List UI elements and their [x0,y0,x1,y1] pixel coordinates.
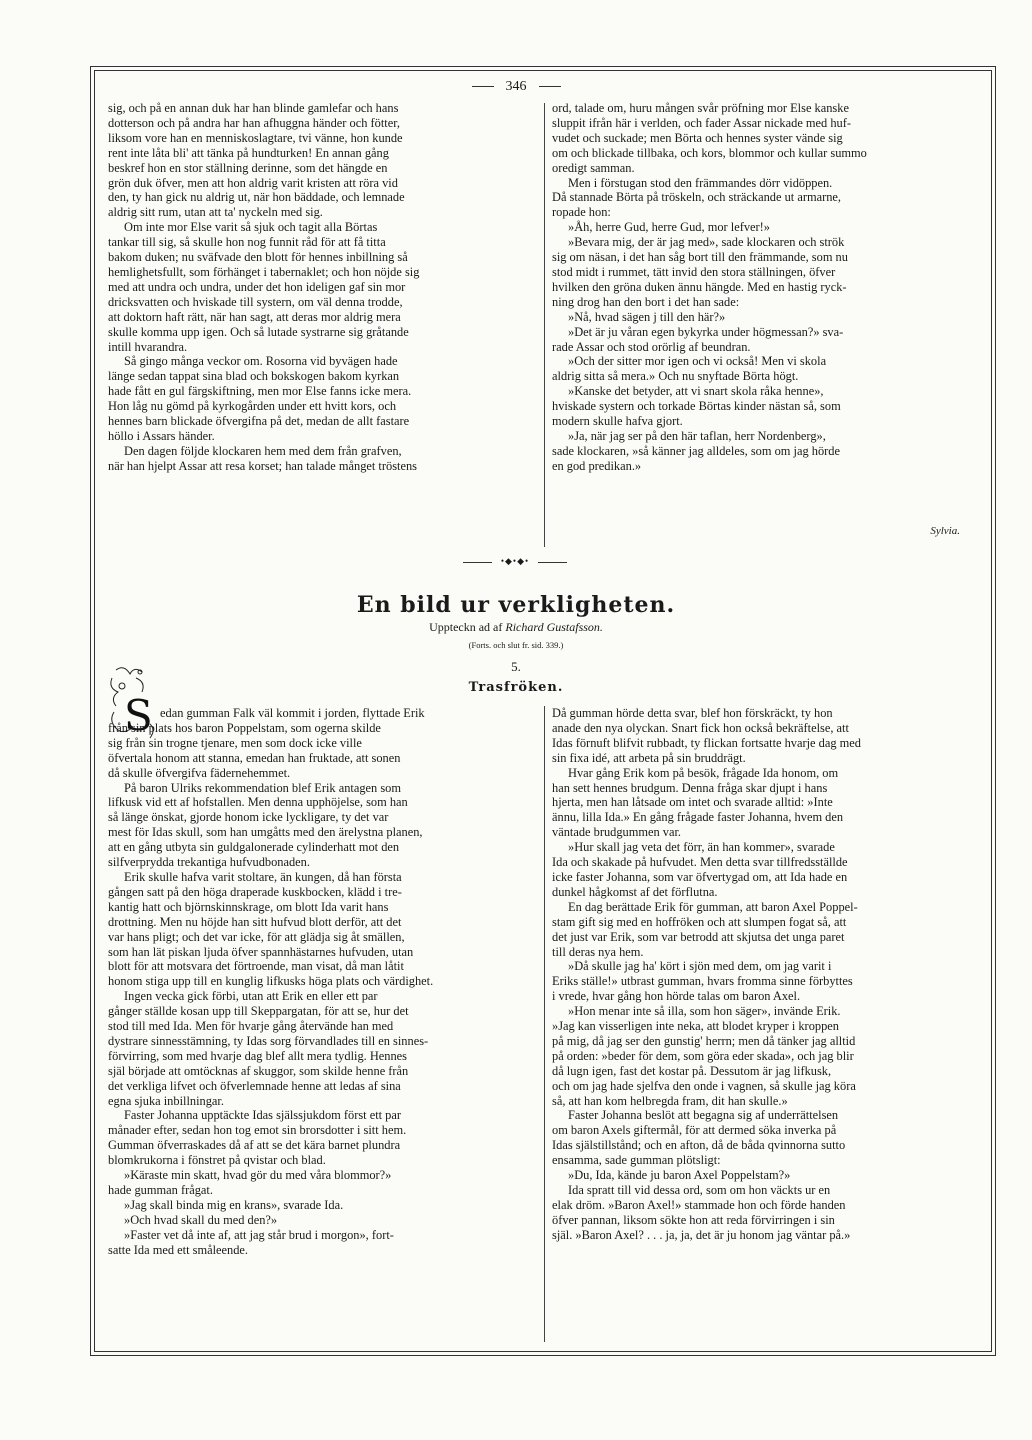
paragraph: »Och hvad skall du med den?» [124,1212,278,1227]
page-number [0,79,1032,95]
top-right-column [552,101,980,474]
paragraph: Den dagen följde klockaren hem med dem från grafven, när han hjelpt Assar att resa korset; han talade månget tröstens [108,443,417,473]
byline-prefix: Uppteckn ad af [429,620,503,634]
paragraph: »Och der sitter mor igen och vi också! Men vi skola aldrig sitta så mera.» Och nu snyftade Börta högt. [552,354,827,384]
continuation-note: (Forts. och slut fr. sid. 339.) [468,640,564,650]
paragraph: Faster Johanna upptäckte Idas själssjukdom först ett par månader efter, sedan hon tog emot sin brorsdotter i sitt hem. Gumman öfverraskades då af att se det kära barnet plundra blomkrukorna i fönstret på qvistar och blad. [108,1108,407,1168]
paragraph: »Ja, när jag ser på den här taflan, herr Nordenberg», sade klockaren, »så känner jag alldeles, som om jag hörde en god predikan.» [552,428,840,473]
paragraph: »Faster vet då inte af, att jag står brud i morgon», fort- satte Ida med ett småleende. [108,1227,394,1257]
paragraph: »Käraste min skatt, hvad gör du med våra blommor?» hade gumman frågat. [108,1168,392,1197]
paragraph: »Det är ju våran egen bykyrka under högmessan?» sva- rade Assar och stod orörlig af beundran. [552,324,844,354]
bottom-column-divider [544,706,545,1342]
bottom-right-column [552,706,980,1243]
paragraph: Erik skulle hafva varit stoltare, än kungen, då han första gången satt på den höga draperade kuskbocken, klädd i tre- kantig hatt och björnskinnskrage, om blott Ida varit hans drottning. Men nu höjde han sitt hufvud blott derför, att det var hans pligt; och det var icke, för att glädja sig åt smällen, som han lät piskan ljuda öfver spannhästarnes hufvuden, utan blott för att motsvara det förtroende, man visat, då man låtit honom stiga upp till en kunglig lifkusks höga plats och värdighet. [108,869,434,989]
paragraph: »Hur skall jag veta det förr, än han kommer», svarade Ida och skakade på hufvudet. Men detta svar tillfredsställde icke faster Johanna, som var öfvertygad om, att Ida hade en dunkel hågkomst af det förflutna. [552,840,848,899]
paragraph: Ingen vecka gick förbi, utan att Erik en eller ett par gånger ställde kosan upp till Skeppargatan, för att se, hur det stod till med Ida. Men för hvarje gång återvände han med dystrare sinnesstämning, ty Idas sorg förvandlades till en sinnes- förvirring, som med hvarje dag blef allt mera tydlig. Hennes själ började att omtöcknas af skuggor, som skilde henne från det verkliga lifvet och öfverlemnade henne att ledas af sina egna sjuka inbillningar. [108,989,429,1108]
paragraph: »Hon menar inte så illa, som hon säger», invände Erik. »Jag kan visserligen inte neka, att blodet kryper i kroppen på mig, då jag ser den gunstig' herrn; men då tänker jag alltid på orden: »beder för dem, som göra eder skada», och jag blir då lugn igen, fast det kostar på. Dessutom är jag lifkusk, och om jag hade sjelfva den onde i vagnen, så skulle jag köra så, att han kom helbregda fram, dit han skulle.» [552,1004,856,1108]
chapter-title: Trasfröken. [468,680,564,695]
paragraph: »Du, Ida, kände ju baron Axel Poppelstam?» [568,1168,791,1183]
paragraph: Hvar gång Erik kom på besök, frågade Ida honom, om han sett hennes brudgum. Denna fråga skar djupt i hans hjerta, men han låtsade om intet och svarade alltid: »Inte ännu, lilla Ida.» En gång frågade faster Johanna, hvem den väntade brudgummen var. [552,765,844,840]
chapter-number: 5. [511,659,521,674]
paragraph: Faster Johanna beslöt att begagna sig af underrättelsen om baron Axels giftermål, för att dermed söka inverka på Idas själstillstånd; och en afton, då de båda qvinnorna sutto ensamma, sade gumman plötsligt: [552,1108,846,1168]
top-column-divider [544,103,545,547]
paragraph: På baron Ulriks rekommendation blef Erik antagen som lifkusk vid ett af hofstallen. Men denna upphöjelse, som han så länge önskat, gjorde honom icke lyckligare, ty det var mest för Idas skull, som han umgåtts med den ärelystna planen, att en gång utbyta sin guldgalonerade cylinderhatt mot den silfverprydda trekantiga hufvudbonaden. [108,780,423,870]
paragraph: »Kanske det betyder, att vi snart skola råka henne», hviskade systern och torkade Börtas kinder nästan så, som modern skulle hafva gjort. [552,384,841,429]
section-ornament: •◆•◆• [492,556,538,567]
dropcap-letter: S [124,691,153,740]
paragraph: Så gingo många veckor om. Rosorna vid byvägen hade länge sedan tappat sina blad och bokskogen bakom kyrkan hade fått en gul färgskiftning, men mor Else fanns icke mera. Hon låg nu gömd på kyrkogården under ett hvitt kors, och hennes barn blickade öfvergifna på det, medan de allt fastare höllo i Assars händer. [108,354,412,443]
article-title: En bild ur verkligheten. [356,592,676,618]
paragraph: »Då skulle jag ha' kört i sjön med dem, om jag varit i Eriks ställe!» utbrast gumman, hvars fromma sinne förbyttes i vrede, hvar gång hon hörde talas om baron Axel. [552,959,853,1004]
paragraph: »Jag skall binda mig en krans», svarade Ida. [124,1197,344,1212]
paragraph: edan gumman Falk väl kommit i jorden, flyttade Erik från sin plats hos baron Poppelstam, som ogerna skilde sig från sin trogne tjenare, men som dock icke ville öfvertala honom att stanna, emedan han fruktade, att sonen då skulle öfvergifva fädernehemmet. [108,706,425,780]
signature: Sylvia. [930,525,960,537]
article-byline [0,620,1032,635]
paragraph: »Nå, hvad sägen j till den här?» [568,309,726,324]
top-left-column [108,101,536,474]
paragraph: sig, och på en annan duk har han blinde gamlefar och hans dotterson och på andra har han afhuggna händer och fötter, liksom vore han en menniskoslagtare, tvi vänne, hon kunde rent inte låta bli' att tänka på hundturken! En annan gång beskref hon en stor ställning derinne, som det hängde en grön duk öfver, men att hon aldrig varit kristen att röra vid den, ty han gick nu aldrig ut, när hon bäddade, och lemnade aldrig sitt rum, utan att ta' nyckeln med sig. [108,101,405,220]
paragraph: Om inte mor Else varit så sjuk och tagit alla Börtas tankar till sig, så skulle hon nog funnit råd för att få titta bakom duken; nu sväfvade den blott för hennes inbillning så hemlighetsfullt, som förhänget i tabernaklet; och hon nöjde sig med att undra och undra, under det hon ideligen gaf sin mor dricksvatten och hviskade till systern, om väl denna trodde, att doktorn haft rätt, när han sagt, att deras mor aldrig mera skulle komma upp igen. Och så lutade systrarne sig gråtande intill hvarandra. [108,220,420,354]
bottom-left-column [108,706,536,1258]
byline-author: Richard Gustafsson. [505,620,603,634]
paragraph: ord, talade om, huru mången svår pröfning mor Else kanske sluppit ifrån här i verlden, och fader Assar nickade med huf- vudet och suckade; men Börta och hennes syster vände sig om och blickade tillbaka, och kors, blommor och kullar summo oredigt samman. [552,101,867,175]
paragraph: En dag berättade Erik för gumman, att baron Axel Poppel- stam gift sig med en hoffröken och att slumpen fogat så, att det just var Erik, som var betrodd att skjutsa det unga paret till deras nya hem. [552,899,858,959]
paragraph: Ida spratt till vid dessa ord, som om hon väckts ur en elak dröm. »Baron Axel!» stammade hon och förde handen öfver pannan, liksom sökte hon att reda förvirringen i sin själ. »Baron Axel? . . . ja, ja, det är ju honom jag väntar på.» [552,1183,851,1242]
paragraph: »Åh, herre Gud, herre Gud, mor lefver!» [568,220,770,235]
paragraph: »Bevara mig, der är jag med», sade klockaren och strök sig om näsan, i det han såg bort till den främmande, som nu stod midt i rummet, tätt invid den stora ställningen, öfver hvilken den gröna duken ännu hängde. Med en hastig ryck- ning drog han den bort i det han sade: [552,235,848,309]
page-number-text: 346 [505,79,527,94]
paragraph: Då gumman hörde detta svar, blef hon förskräckt, ty hon anade den nya olyckan. Snart fick hon också bekräftelse, att Idas förnuft blifvit rubbadt, ty flickan fortsatte hvarje dag med sin fixa idé, att arbeta på sin bruddrägt. [552,706,861,765]
paragraph: Men i förstugan stod den främmandes dörr vidöppen. Då stannade Börta på tröskeln, och sträckande ut armarne, ropade hon: [552,175,842,220]
